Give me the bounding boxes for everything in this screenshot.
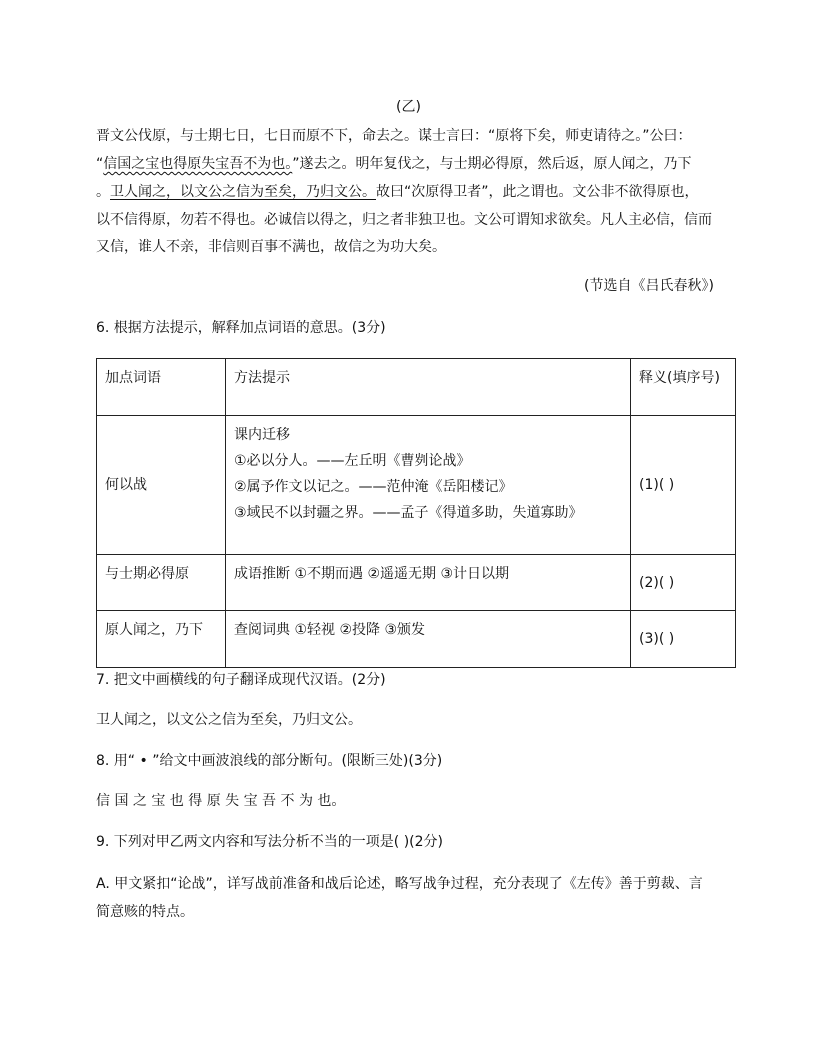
passage-line-2-rest: ”遂去之。明年复伐之，与士期必得原，然后返，原人闻之，乃下 xyxy=(292,156,692,172)
row1-answer-blank[interactable]: (1)( ) xyxy=(639,477,675,493)
passage-line-3 xyxy=(96,182,699,202)
row3-hint: 查阅词典 ①轻视 ②投降 ③颁发 xyxy=(234,622,426,638)
row1-hint-3: ③域民不以封疆之界。——孟子《得道多助，失道寡助》 xyxy=(234,505,583,521)
passage-source: (节选自《吕氏春秋》) xyxy=(584,278,714,294)
row2-answer-blank[interactable]: (2)( ) xyxy=(639,574,675,591)
passage-line-2 xyxy=(96,154,692,174)
q8-sentence: 信 国 之 宝 也 得 原 失 宝 吾 不 为 也。 xyxy=(96,793,346,809)
passage-line-5: 又信，谁人不亲，非信则百事不满也，故信之为功大矣。 xyxy=(96,239,446,255)
q9-prompt: 9. 下列对甲乙两文内容和写法分析不当的一项是( )(2分) xyxy=(96,834,444,850)
row3-answer-blank[interactable]: (3)( ) xyxy=(639,631,675,647)
wavy-underlined-sentence: 信国之宝也得原失宝吾不为也。 xyxy=(103,156,293,172)
header-answer: 释义(填序号) xyxy=(639,370,720,386)
passage-heading: (乙) xyxy=(396,99,421,115)
row1-hint-1: ①必以分人。——左丘明《曹刿论战》 xyxy=(234,453,471,469)
passage-line-1: 晋文公伐原，与士期七日，七日而原不下，命去之。谋士言曰：“原将下矣，师吏请待之。”公曰： xyxy=(96,128,692,144)
row2-hint: 成语推断 ①不期而遇 ②遥遥无期 ③计日以期 xyxy=(234,566,510,582)
q9-option-a-line-2: 简意赅的特点。 xyxy=(96,904,194,920)
table-row xyxy=(97,555,736,611)
row3-word: 原人闻之，乃下 xyxy=(105,622,203,638)
q7-sentence: 卫人闻之，以文公之信为至矣，乃归文公。 xyxy=(96,712,362,728)
q9-option-a-line-1: A. 甲文紧扣“论战”，详写战前准备和战后论述，略写战争过程，充分表现了《左传》善于剪裁、言 xyxy=(96,876,703,892)
passage-line-4: 以不信得原，勿若不得也。必诚信以得之，归之者非独卫也。文公可谓知求欲矣。凡人主必信，信而 xyxy=(96,212,712,228)
header-hint: 方法提示 xyxy=(234,370,290,386)
table-header-row xyxy=(97,359,736,416)
table-row xyxy=(97,611,736,668)
punct: 。 xyxy=(96,184,110,200)
underlined-sentence: 卫人闻之，以文公之信为至矣，乃归文公。 xyxy=(110,184,376,200)
table-row xyxy=(97,416,736,555)
row1-hint-2: ②属予作文以记之。——范仲淹《岳阳楼记》 xyxy=(234,479,513,495)
row2-word: 与士期必得原 xyxy=(105,566,189,582)
q7-prompt: 7. 把文中画横线的句子翻译成现代汉语。(2分) xyxy=(96,672,386,688)
q6-prompt: 6. 根据方法提示，解释加点词语的意思。(3分) xyxy=(96,320,386,336)
row1-hint-title: 课内迁移 xyxy=(234,427,290,443)
row1-word: 何以战 xyxy=(105,477,147,493)
q8-prompt: 8. 用“ • ”给文中画波浪线的部分断句。(限断三处)(3分) xyxy=(96,753,443,769)
quote-open: “ xyxy=(96,156,104,172)
passage-line-3-rest: 故曰“次原得卫者”，此之谓也。文公非不欲得原也， xyxy=(376,184,699,200)
method-table xyxy=(96,358,736,668)
header-word: 加点词语 xyxy=(105,370,161,386)
